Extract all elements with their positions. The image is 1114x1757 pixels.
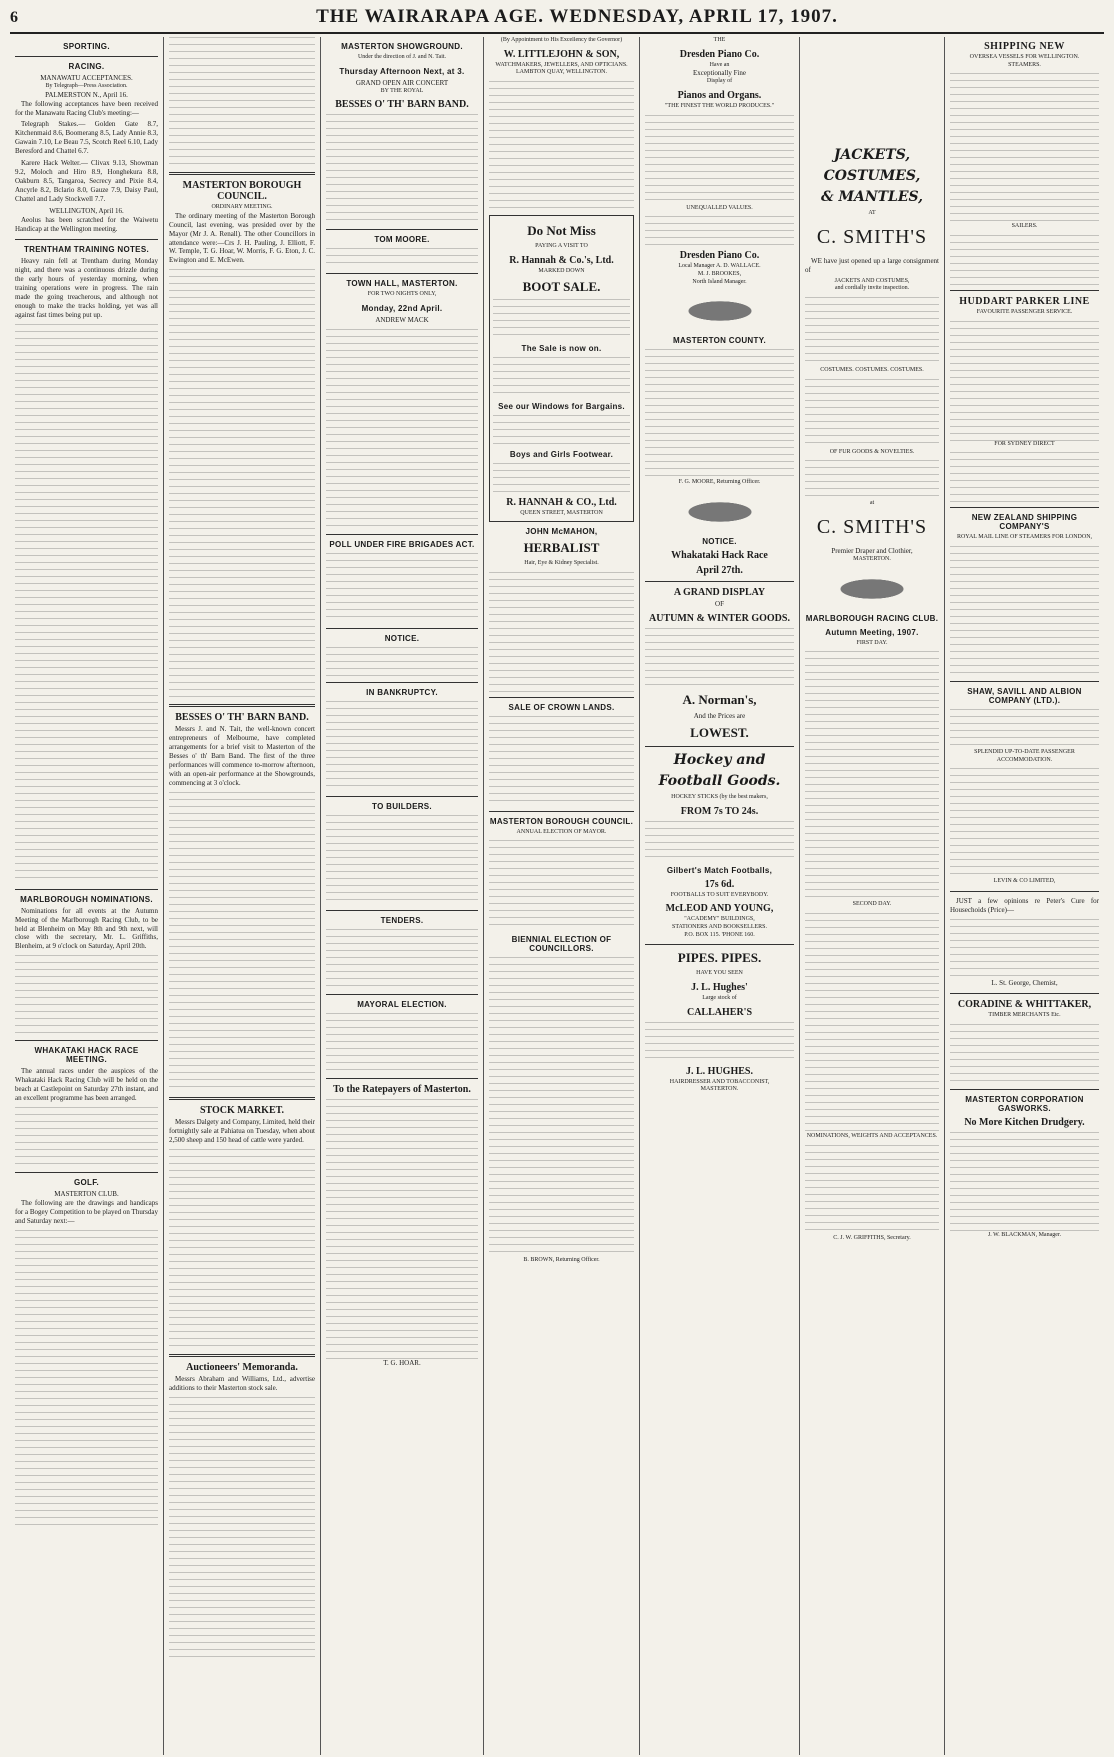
- article-text: The ordinary meeting of the Masterton Borough Council, last evening, was presided over by the Mayor (Mr J. A. Renall). The other Councillors in attendance were:—Crs J. H. Pauling, J. Elliott, F. W. Temple, T. G. Hoar, W. Morris, F. G. Eton, J. C. Ewington and E. McEwen.: [169, 211, 315, 265]
- article-body-continued: [15, 324, 158, 884]
- mcleod: McLEOD AND YOUNG,: [665, 903, 774, 915]
- do-not-miss: Do Not Miss: [527, 223, 596, 239]
- prices: And the Prices are: [693, 711, 746, 720]
- page-number: 6: [10, 9, 18, 26]
- dateline: WELLINGTON, April 16.: [49, 207, 124, 216]
- hairdresser: HAIRDRESSER AND TOBACCONIST,: [669, 1078, 770, 1085]
- divider: [950, 290, 1099, 291]
- by-the-royal: BY THE ROYAL: [380, 87, 424, 94]
- bankruptcy-heading: IN BANKRUPTCY.: [366, 687, 438, 697]
- hannah-2: R. HANNAH & CO., Ltd.: [506, 497, 617, 509]
- divider: [15, 1040, 158, 1041]
- nz-shipping: NEW ZEALAND SHIPPING COMPANY'S: [971, 513, 1078, 532]
- sydney: FOR SYDNEY DIRECT: [994, 440, 1055, 447]
- dresden: Dresden Piano Co.: [679, 48, 760, 60]
- nominations: NOMINATIONS, WEIGHTS AND ACCEPTANCES.: [806, 1132, 938, 1139]
- sporting-heading: SPORTING.: [63, 42, 110, 51]
- article-text: Nominations for all events at the Autumn Meeting of the Marlborough Racing Club, to be held at Blenheim on May 8th and 9th next, will close with the secretary, Mr. L. Griffiths, Blenheim, at 9 o'clock on Saturday, April 20th.: [15, 906, 158, 951]
- ad-body: [326, 248, 478, 268]
- poll-heading: POLL UNDER FIRE BRIGADES ACT.: [329, 539, 475, 549]
- mantles: & MANTLES,: [820, 189, 924, 205]
- manawatu-heading: MANAWATU ACCEPTANCES.: [40, 74, 133, 82]
- dateline: PALMERSTON N., April 16.: [45, 90, 128, 99]
- boot-sale: BOOT SALE.: [522, 279, 601, 295]
- divider: [950, 993, 1099, 994]
- divider: [169, 1097, 315, 1100]
- hockey: Hockey and: [673, 751, 766, 768]
- hannah-ad: [489, 215, 634, 522]
- have-you: HAVE YOU SEEN: [696, 970, 743, 977]
- unequalled: UNEQUALLED VALUES.: [686, 204, 753, 211]
- whakataki: Whakataki Hack Race: [671, 550, 768, 561]
- splendid: SPLENDID UP-TO-DATE PASSENGER ACCOMMODATION.: [974, 749, 1075, 763]
- racing-club: MARLBOROUGH RACING CLUB.: [805, 613, 939, 623]
- exceptionally: Exceptionally Fine: [692, 69, 747, 78]
- article-text: Messrs J. and N. Tait, the well-known concert entrepreneurs of Melbourne, have completed arrangements for a brief visit to Masterton of the Besses o' th' Barn Band. The first of the three performances will commence to-morrow afternoon, with an open-air performance at the Showgrounds, commencing at 3 o'clock.: [169, 725, 315, 788]
- ad-body: [493, 299, 630, 339]
- notice-body: [489, 957, 634, 1257]
- ad-body: [645, 216, 794, 246]
- returning-officer: B. BROWN, Returning Officer.: [523, 1257, 600, 1264]
- column-sporting: [10, 37, 164, 1755]
- divider: [950, 1089, 1099, 1090]
- article-text: The following acceptances have been received for the Manawatu Racing Club's meeting:—: [15, 99, 158, 117]
- ad-body: [805, 460, 939, 500]
- moore: F. G. MOORE, Returning Officer.: [678, 479, 761, 486]
- blackman: J. W. BLACKMAN, Manager.: [987, 1231, 1062, 1238]
- annual-election: ANNUAL ELECTION OF MAYOR.: [516, 828, 607, 835]
- boys-girls: Boys and Girls Footwear.: [509, 450, 614, 460]
- ad-body: [326, 114, 478, 224]
- borough-council: MASTERTON BOROUGH COUNCIL.: [489, 816, 634, 826]
- ad-body: [950, 1024, 1099, 1084]
- divider: [326, 994, 478, 995]
- timetable: [950, 321, 1099, 441]
- smiths-logo: C. SMITH'S: [816, 225, 928, 248]
- gilbert-price: 17s 6d.: [704, 878, 735, 890]
- ad-body: [645, 1022, 794, 1062]
- manager: Local Manager A. D. WALLACE.: [678, 263, 761, 270]
- article-body-continued: [169, 1397, 315, 1657]
- county: MASTERTON COUNTY.: [673, 336, 766, 346]
- large-stock: Large stock of: [702, 994, 737, 1001]
- jackets: JACKETS,: [833, 147, 911, 163]
- ad-body: [489, 81, 634, 211]
- ad-body: [326, 329, 478, 529]
- article-text: The annual races under the auspices of the Whakataki Hack Racing Club will be held on the beach at Castlepoint on Saturday 27th instant, and an excellent programme has been arranged.: [15, 1067, 158, 1103]
- article-body-continued: [169, 792, 315, 1092]
- column-ads-a: [484, 37, 640, 1755]
- crown-lands: SALE OF CROWN LANDS.: [508, 702, 615, 712]
- article-body-continued: [169, 269, 315, 699]
- notice-body: [645, 349, 794, 479]
- masterton: MASTERTON.: [700, 1086, 739, 1093]
- notice-body: [326, 815, 478, 905]
- premier: Premier Draper and Clothier,: [831, 546, 913, 555]
- dresden-2: Dresden Piano Co.: [679, 250, 760, 262]
- costumes: COSTUMES,: [823, 168, 921, 184]
- article-text: Aeolus has been scratched for the Waiwetu Handicap at the Wellington meeting.: [15, 216, 158, 233]
- norman: A. Norman's,: [682, 691, 757, 707]
- divider: [326, 796, 478, 797]
- article-text: Messrs Abraham and Williams, Ltd., advertise additions to their Masterton stock sale.: [169, 1374, 315, 1392]
- horse-image: [817, 572, 927, 606]
- signature: T. G. HOAR.: [383, 1358, 421, 1367]
- shaw-savill: SHAW, SAVILL AND ALBION COMPANY (LTD.).: [967, 687, 1082, 706]
- littlejohn-sub: WATCHMAKERS, JEWELLERS, AND OPTICIANS.: [495, 61, 628, 68]
- column-ads-b: [640, 37, 800, 1755]
- mayoral-heading: MAYORAL ELECTION.: [357, 999, 447, 1009]
- academy: "ACADEMY" BUILDINGS,: [684, 916, 755, 923]
- biennial: BIENNIAL ELECTION OF COUNCILLORS.: [511, 935, 612, 954]
- second-day: SECOND DAY.: [852, 901, 892, 908]
- pianos: Pianos and Organs.: [677, 89, 762, 101]
- ad-body: [493, 357, 630, 397]
- divider: [326, 628, 478, 629]
- divider: [15, 889, 158, 890]
- column-smiths: [800, 37, 945, 1755]
- ad-body: [950, 709, 1099, 749]
- hughes-pipes: J. L. Hughes': [691, 981, 748, 993]
- ad-body: [950, 1132, 1099, 1232]
- article-text: Karere Hack Welter.— Clivax 9.13, Showman 9.2, Moloch and Hiro 8.9, Honghekura 8.8, Oakburn 8.5, Tangaroa, Secrecy and Pixie 8.4, Ancyrle 8.2, Bclario 8.0, Gauze 7.9, Daisy Paul, Chattel and Lady Stockwell 7.7.: [15, 159, 158, 204]
- coradine: CORADINE & WHITTAKER,: [957, 998, 1092, 1010]
- subheading: ORDINARY MEETING.: [211, 204, 273, 210]
- tenders-heading: TENDERS.: [380, 915, 424, 925]
- first-day: FIRST DAY.: [856, 639, 888, 646]
- lowest: LOWEST.: [690, 724, 749, 740]
- article-body-continued: [15, 1107, 158, 1167]
- timber: TIMBER MERCHANTS Etc.: [988, 1011, 1061, 1018]
- ad-body: [950, 919, 1099, 979]
- besses-heading: BESSES O' TH' BARN BAND.: [175, 712, 309, 724]
- article-body-continued: [169, 1149, 315, 1349]
- huddart: HUDDART PARKER LINE: [959, 296, 1090, 308]
- hockey-sticks: HOCKEY STICKS (by the best makers,: [671, 793, 768, 800]
- ad-body: [805, 297, 939, 367]
- divider: [950, 891, 1099, 892]
- of: OF: [715, 600, 724, 608]
- finest: "THE FINEST THE WORLD PRODUCES.": [664, 102, 775, 109]
- two-nights: FOR TWO NIGHTS ONLY,: [367, 291, 437, 298]
- divider: [326, 273, 478, 274]
- grand-display: A GRAND DISPLAY: [673, 587, 766, 598]
- ratepayers-heading: To the Ratepayers of Masterton.: [333, 1083, 471, 1095]
- divider: [950, 507, 1099, 508]
- st-george: L. St. George, Chemist,: [991, 978, 1058, 987]
- ad-body: [645, 821, 794, 861]
- builders-heading: TO BUILDERS.: [372, 801, 432, 811]
- byline: By Telegraph—Press Association.: [45, 82, 128, 89]
- ad-body: [493, 463, 630, 493]
- notice-body: [489, 840, 634, 930]
- marked-down: MARKED DOWN: [538, 267, 585, 274]
- race-list: [805, 913, 939, 1133]
- besses-band: BESSES O' TH' BARN BAND.: [335, 99, 469, 111]
- notice-body: [326, 647, 478, 677]
- po-box: P.O. BOX 115. 'PHONE 160.: [684, 931, 755, 938]
- ad-body: [645, 628, 794, 688]
- steamers: STEAMERS.: [1008, 61, 1041, 68]
- callahers: CALLAHER'S: [686, 1006, 752, 1018]
- column-notices: [321, 37, 484, 1755]
- race-list: [805, 651, 939, 901]
- article-text: Heavy rain fell at Trentham during Monday night, and there was a continuous drizzle during the early hours of yesterday morning, when training operations were in progress. The rain made the going treacherous, and although not enough to make the tracks holding, yet was all against fast times being put up.: [15, 256, 158, 319]
- whakataki-heading: WHAKATAKI HACK RACE MEETING.: [34, 1046, 139, 1065]
- north-island: North Island Manager.: [692, 278, 747, 285]
- showground-sub: Under the direction of J. and N. Tait.: [357, 54, 447, 60]
- at: AT: [868, 210, 876, 216]
- divider: [326, 534, 478, 535]
- divider: [15, 1172, 158, 1173]
- article-text: Messrs Dalgety and Company, Limited, held their fortnightly sale at Pahiatua on Tuesday, when about 2,500 sheep and 150 head of cattle were yarded.: [169, 1118, 315, 1144]
- ad-body: [645, 115, 794, 205]
- overseas: OVERSEA VESSELS FOR WELLINGTON.: [969, 54, 1080, 60]
- jackets-costumes: JACKETS AND COSTUMES,: [834, 277, 910, 284]
- ad-body: [493, 415, 630, 445]
- drudgery: No More Kitchen Drudgery.: [964, 1116, 1085, 1128]
- column-council: [164, 37, 321, 1755]
- notice-body: [326, 1099, 478, 1359]
- the: THE: [713, 37, 726, 43]
- shipping-heading: SHIPPING NEW: [984, 41, 1065, 52]
- divider: [169, 1354, 315, 1357]
- meeting-date: April 27th.: [696, 565, 743, 576]
- thursday-heading: Thursday Afternoon Next, at 3.: [339, 66, 465, 76]
- gilbert: Gilbert's Match Footballs,: [666, 865, 773, 875]
- article-body-continued: [15, 1230, 158, 1530]
- windows: See our Windows for Bargains.: [498, 402, 625, 412]
- herbalist: HERBALIST: [523, 540, 600, 556]
- lambton: LAMBTON QUAY, WELLINGTON.: [515, 69, 607, 76]
- notice-body: [805, 1145, 939, 1235]
- grand-concert: GRAND OPEN AIR CONCERT: [355, 78, 449, 87]
- autumn-goods: AUTUMN & WINTER GOODS.: [649, 612, 790, 624]
- queen-street: QUEEN STREET, MASTERTON: [520, 510, 603, 517]
- auctioneers-heading: Auctioneers' Memoranda.: [186, 1361, 298, 1373]
- tom-moore: TOM MOORE.: [374, 235, 430, 245]
- mcmahon: JOHN McMAHON,: [525, 527, 598, 537]
- crest-image: [665, 294, 775, 328]
- hannah: R. Hannah & Co.'s, Ltd.: [509, 254, 614, 266]
- article-text: Telegraph Stakes.— Golden Gate 8.7, Kitchenmaid 8.6, Boomerang 8.5, Lady Annie 8.3, Gawain 7.10, Le Beau 7.5, Scotch Reel 6.10, Lady Beresford and Chattel 6.7.: [15, 120, 158, 156]
- ad-body: [489, 572, 634, 692]
- costumes-line: COSTUMES. COSTUMES. COSTUMES.: [820, 366, 924, 373]
- masterton: MASTERTON.: [853, 555, 891, 562]
- article-body-continued: [169, 37, 315, 167]
- at-2: at: [869, 500, 875, 507]
- herbalist-sub: Hair, Eye & Kidney Specialist.: [524, 560, 599, 567]
- ad-text: WE have just opened up a large consignment of: [805, 256, 939, 274]
- timetable: [950, 452, 1099, 502]
- have-an: Have an: [709, 61, 730, 68]
- divider: [169, 172, 315, 175]
- divider: [489, 811, 634, 812]
- notice-body: [326, 701, 478, 791]
- andrew-mack: ANDREW MACK: [375, 315, 429, 324]
- secretary: C. J. W. GRIFFITHS, Secretary.: [833, 1234, 911, 1241]
- shipping-list: [950, 73, 1099, 223]
- gasworks: MASTERTON CORPORATION GASWORKS.: [965, 1094, 1084, 1113]
- divider: [950, 681, 1099, 682]
- football: Football Goods.: [658, 772, 781, 789]
- ad-text: JUST a few opinions re Peter's Cure for Housechoids (Price)—: [950, 897, 1099, 914]
- monday: Monday, 22nd April.: [361, 303, 443, 313]
- littlejohn: W. LITTLEJOHN & SON,: [503, 48, 620, 60]
- columns: [10, 37, 1104, 1755]
- sailers: SAILERS.: [1011, 223, 1038, 230]
- notice: NOTICE.: [702, 537, 737, 546]
- fur-goods: OF FUR GOODS & NOVELTIES.: [829, 448, 915, 455]
- shipping-list: [950, 235, 1099, 285]
- notice-body: [326, 929, 478, 989]
- article-body-continued: [15, 955, 158, 1035]
- pipes: PIPES. PIPES.: [677, 950, 762, 966]
- divider: [645, 746, 794, 747]
- town-hall: TOWN HALL, MASTERTON.: [346, 279, 458, 289]
- favourite: FAVOURITE PASSENGER SERVICE.: [976, 309, 1073, 316]
- sale-now-on: The Sale is now on.: [521, 344, 602, 354]
- divider: [645, 581, 794, 582]
- footballs: FOOTBALLS TO SUIT EVERYBODY.: [670, 891, 769, 898]
- royal-mail: ROYAL MAIL LINE OF STEAMERS FOR LONDON,: [956, 534, 1093, 541]
- display-of: Display of: [706, 78, 733, 85]
- masterton-club-heading: MASTERTON CLUB.: [54, 1190, 119, 1199]
- notice-body: [326, 553, 478, 623]
- golf-heading: GOLF.: [73, 1178, 100, 1188]
- trentham-heading: TRENTHAM TRAINING NOTES.: [24, 244, 149, 254]
- divider: [169, 704, 315, 707]
- stock-heading: STOCK MARKET.: [199, 1105, 285, 1117]
- hughes: J. L. HUGHES.: [686, 1065, 753, 1077]
- masthead: [10, 6, 1104, 34]
- rider-image: [665, 495, 775, 529]
- divider: [326, 682, 478, 683]
- timetable: [950, 768, 1099, 878]
- divider: [326, 910, 478, 911]
- article-text: The following are the drawings and handicaps for a Bogey Competition to be played on Thursday and Saturday next:—: [15, 1199, 158, 1226]
- smiths-logo-2: C. SMITH'S: [816, 515, 928, 538]
- notice-body: [326, 1013, 478, 1073]
- inspection: and cordially invite inspection.: [834, 285, 910, 292]
- appointment: (By Appointment to His Excellency the Governor): [500, 37, 623, 43]
- notice-body: [489, 716, 634, 806]
- stationers: STATIONERS AND BOOKSELLERS.: [671, 923, 768, 930]
- timetable: [950, 546, 1099, 676]
- marlborough-heading: MARLBOROUGH NOMINATIONS.: [20, 894, 153, 904]
- divider: [15, 239, 158, 240]
- column-shipping: [945, 37, 1104, 1755]
- newspaper-title: THE WAIRARAPA AGE. WEDNESDAY, APRIL 17, 1907.: [316, 6, 838, 27]
- notice-heading: NOTICE.: [384, 633, 420, 643]
- divider: [15, 56, 158, 57]
- brookes: M. J. BROOKES,: [697, 270, 742, 277]
- borough-heading: MASTERTON BOROUGH COUNCIL.: [182, 180, 302, 202]
- showground-heading: MASTERTON SHOWGROUND.: [341, 42, 463, 51]
- divider: [326, 1078, 478, 1079]
- racing-heading: RACING.: [68, 62, 105, 71]
- ad-body: [805, 379, 939, 449]
- divider: [326, 229, 478, 230]
- divider: [645, 944, 794, 945]
- paying-visit: PAYING A VISIT TO: [535, 243, 588, 250]
- autumn-meeting: Autumn Meeting, 1907.: [825, 627, 919, 637]
- levin: LEVIN & CO LIMITED,: [993, 878, 1056, 885]
- price-range: FROM 7s TO 24s.: [680, 805, 759, 817]
- divider: [489, 697, 634, 698]
